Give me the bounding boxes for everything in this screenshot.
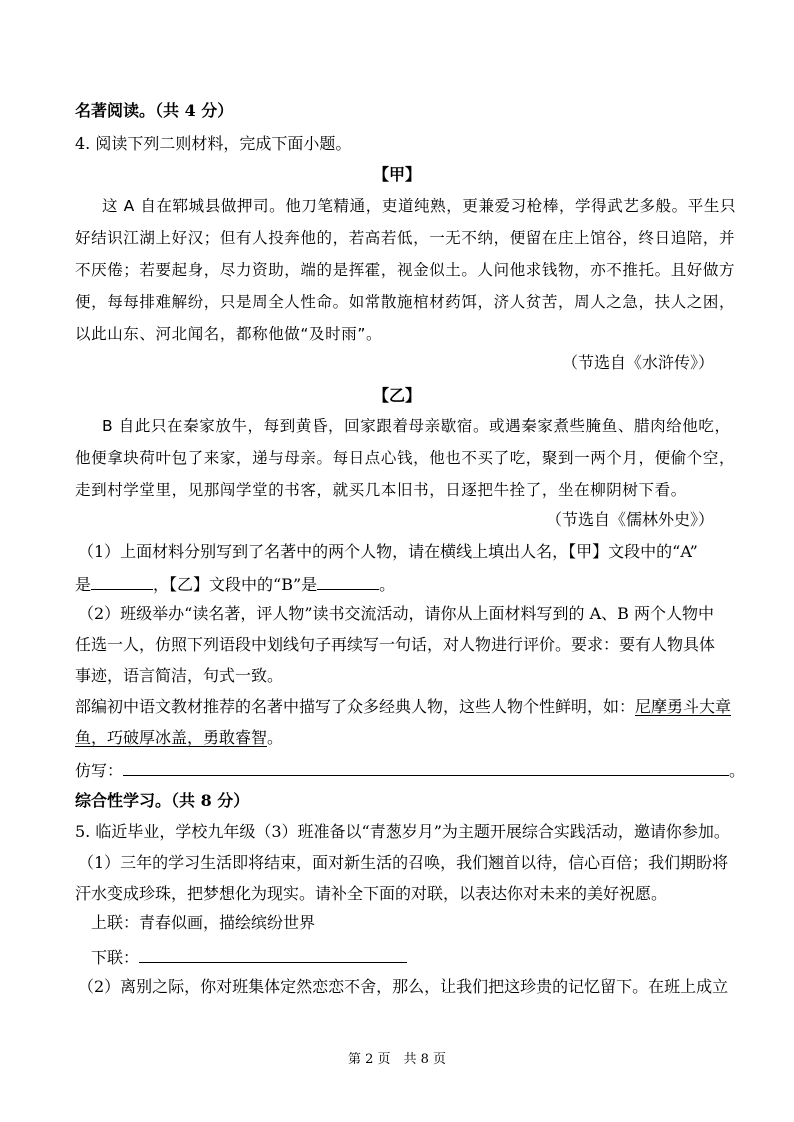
answer-blank-b[interactable] — [317, 572, 379, 590]
example-prefix: 部编初中语文教材推荐的名著中描写了众多经典人物，这些人物个性鲜明，如： — [75, 697, 636, 716]
example-underlined-2: 鱼，巧破厚冰盖，勇敢睿智 — [75, 728, 268, 747]
couplet-second-line — [91, 945, 407, 969]
example-passage-line — [75, 727, 283, 749]
subquestion-2-line: 任选一人，仿照下列语段中划线句子再续写一句话，对人物进行评价。要求：要有人物具体 — [75, 635, 716, 654]
jia-text-line: 以此山东、河北闻名，都称他做“及时雨”。 — [75, 325, 383, 343]
example-end: 。 — [267, 728, 284, 747]
fill-end: 。 — [379, 575, 396, 594]
yi-source: （节选自《儒林外史》） — [545, 510, 714, 529]
example-underlined-1: 尼摩勇斗大章 — [635, 697, 732, 716]
q5-subquestion-2-line: （2）离别之际，你对班集体定然恋恋不舍，那么，让我们把这珍贵的记忆留下。在班上成立 — [78, 977, 729, 996]
section-title-comprehensive: 综合性学习。（共 8 分） — [75, 791, 250, 810]
question-5-stem: 5. 临近毕业，学校九年级（3）班准备以“青葱岁月”为主题开展综合实践活动，邀请你参加。 — [75, 822, 730, 841]
heading-jia: 【甲】 — [372, 165, 421, 184]
heading-yi: 【乙】 — [372, 386, 421, 405]
jia-text-line: 不厌倦；若要起身，尽力资助，端的是挥霍，视金似土。人问他求钱物，亦不推托。且好做方 — [75, 261, 736, 279]
example-passage-line — [75, 696, 731, 718]
couplet-first-line: 上联：青春似画，描绘缤纷世界 — [91, 913, 316, 932]
imitation-writing-line — [75, 758, 745, 782]
couplet-answer-blank[interactable] — [139, 945, 407, 963]
couplet-second-label: 下联： — [91, 948, 140, 967]
yi-text-line: 走到村学堂里，见那闯学堂的书客，就买几本旧书，日逐把牛拴了，坐在柳阴树下看。 — [75, 481, 687, 499]
q5-subquestion-1-line: 汗水变成珍珠，把梦想化为现实。请补全下面的对联，以表达你对未来的美好祝愿。 — [75, 884, 668, 903]
subquestion-1-fill-line — [75, 572, 395, 596]
yi-text-line: B 自此只在秦家放牛，每到黄昏，回家跟着母亲歇宿。或遇秦家煮些腌鱼、腊肉给他吃， — [102, 417, 731, 435]
page-footer: 第 2 页 共 8 页 — [347, 1052, 447, 1067]
subquestion-1-line: （1）上面材料分别写到了名著中的两个人物，请在横线上填出人名，【甲】文段中的“A” — [78, 542, 698, 561]
fill-mid: ，【乙】文段中的“B”是 — [153, 575, 318, 594]
jia-source: （节选自《水浒传》） — [561, 353, 714, 372]
fill-prefix: 是 — [75, 575, 92, 594]
imitation-answer-blank[interactable] — [123, 758, 729, 776]
q5-subquestion-1-line: （1）三年的学习生活即将结束，面对新生活的召唤，我们翘首以待，信心百倍；我们期盼将 — [78, 853, 729, 872]
imitation-end: 。 — [729, 761, 746, 780]
jia-text-line: 便，每每排难解纷，只是周全人性命。如常散施棺材药饵，济人贫苦，周人之急，扶人之困， — [75, 293, 736, 311]
question-4-stem: 4. 阅读下列二则材料，完成下面小题。 — [75, 134, 352, 153]
imitation-label: 仿写： — [75, 761, 124, 780]
answer-blank-a[interactable] — [91, 572, 153, 590]
jia-text-line: 好结识江湖上好汉；但有人投奔他的，若高若低，一无不纳，便留在庄上馆谷，终日追陪，并 — [75, 229, 736, 247]
yi-text-line: 他便拿块荷叶包了来家，递与母亲。每日点心钱，他也不买了吃，聚到一两个月，便偷个空， — [75, 449, 736, 467]
section-title-reading: 名著阅读。（共 4 分） — [75, 101, 234, 120]
subquestion-2-line: （2）班级举办“读名著，评人物”读书交流活动，请你从上面材料写到的 A、B 两个人物中 — [78, 604, 715, 623]
jia-text-line: 这 A 自在郓城县做押司。他刀笔精通，吏道纯熟，更兼爱习枪棒，学得武艺多般。平生只 — [102, 197, 737, 215]
subquestion-2-line: 事迹，语言简洁，句式一致。 — [75, 666, 284, 685]
